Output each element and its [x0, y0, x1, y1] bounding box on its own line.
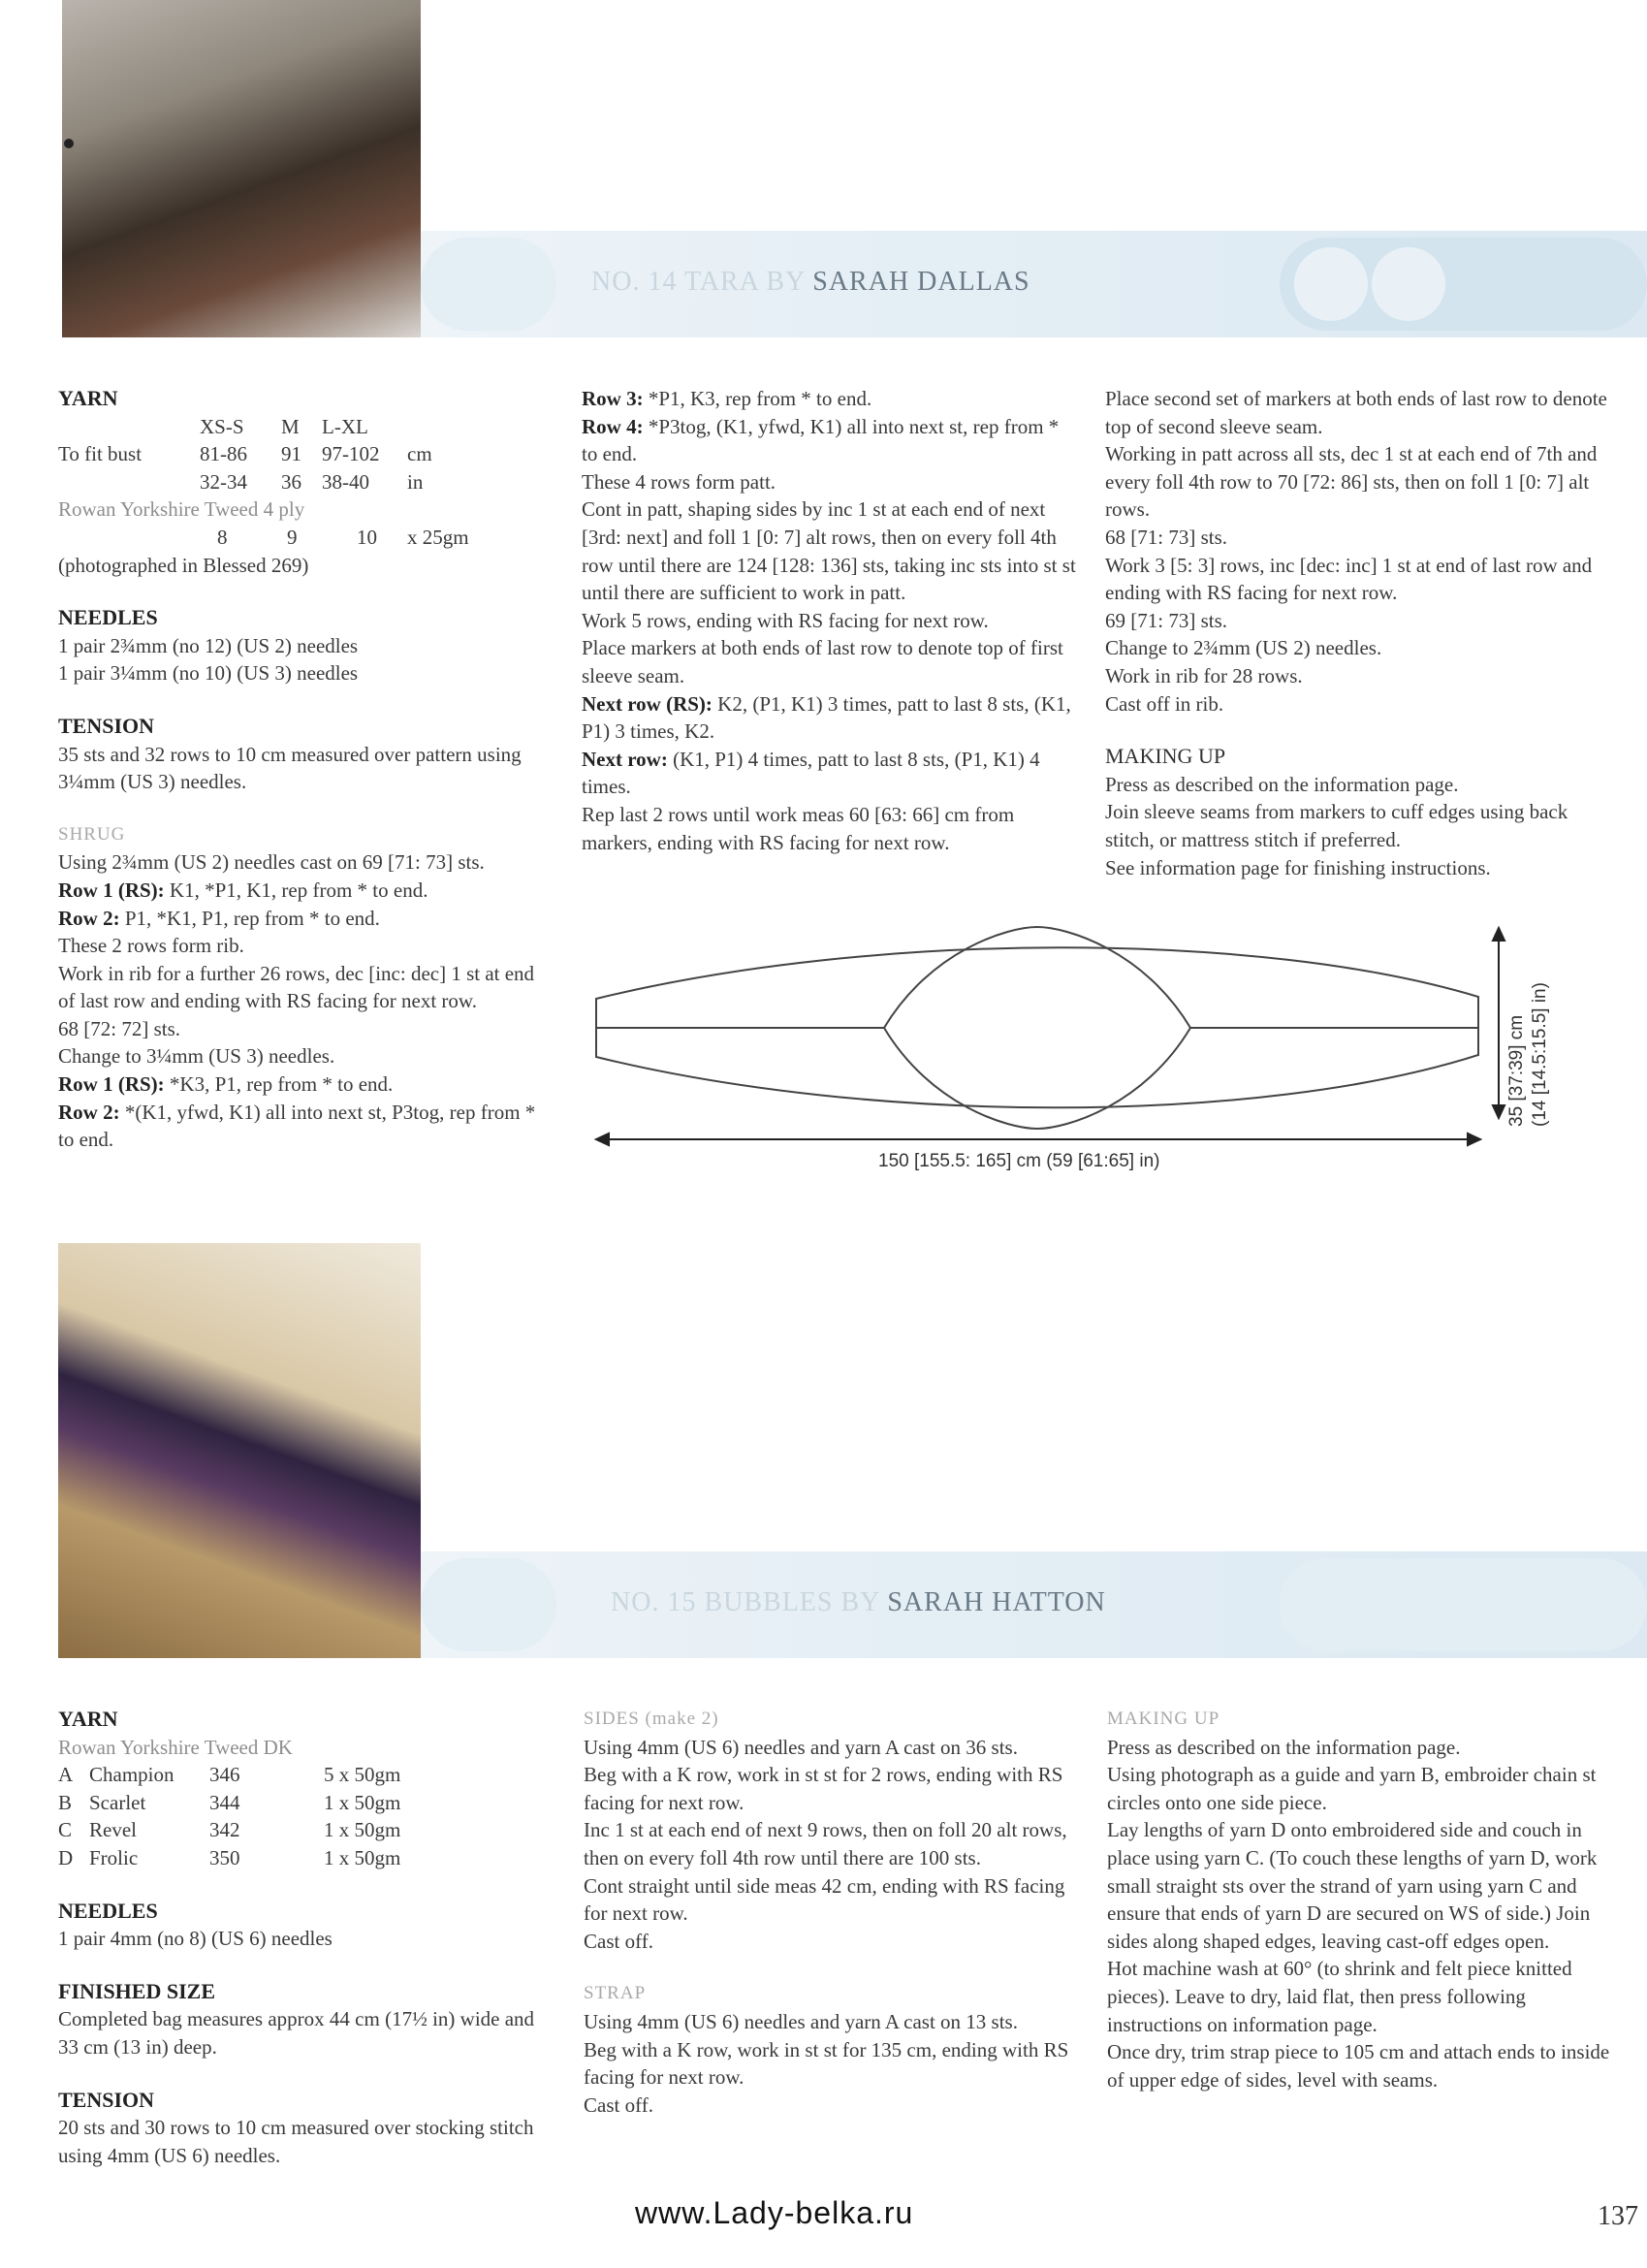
- sides-line: Using 4mm (US 6) needles and yarn A cast on 36 sts.: [584, 1735, 1018, 1759]
- instruction-row-label: Row 3:: [582, 387, 644, 410]
- tension-heading: TENSION: [58, 2087, 155, 2112]
- balls-row: 8 9 10 x 25gm: [217, 525, 469, 549]
- instruction-line: [58, 960, 553, 1015]
- instruction-text: Cont in patt, shaping sides by inc 1 st at each end of next [3rd: next] and foll 1 [0: 7] alt rows, then on every foll 4th row until there are 124 [128: 136] sts, taking inc sts into st st until there are sufficient to work in patt.: [582, 497, 1076, 605]
- tara-photo: [62, 0, 421, 337]
- making-up-line: Using photograph as a guide and yarn B, embroider chain st circles onto one side piece.: [1107, 1763, 1597, 1814]
- instruction-line: [582, 495, 1076, 606]
- bubbles-column-1: [58, 1706, 553, 2169]
- instruction-line: [58, 905, 553, 933]
- arrow-down-icon: [1493, 1105, 1504, 1118]
- table-row: C Revel 342 1 x 50gm: [58, 1818, 401, 1842]
- instruction-text: Work 3 [5: 3] rows, inc [dec: inc] 1 st at end of last row and ending with RS facing for next row.: [1105, 553, 1593, 605]
- strap-heading: STRAP: [584, 1983, 647, 2004]
- instruction-line: [1105, 385, 1609, 440]
- instruction-text: Change to 3¼mm (US 3) needles.: [58, 1044, 335, 1069]
- schematic-back-opening: [884, 927, 1190, 1129]
- table-row: A Champion 346 5 x 50gm: [58, 1763, 401, 1787]
- instruction-line: [1105, 552, 1609, 607]
- instruction-text: Working in patt across all sts, dec 1 st at each end of 7th and every foll 4th row to 70 [72: 86] sts, then on foll 1 [0: 7] alt rows.: [1105, 442, 1598, 522]
- bubbles-column-3: [1107, 1706, 1611, 2093]
- instruction-line: [582, 634, 1076, 689]
- sides-line: Inc 1 st at each end of next 9 rows, then on foll 20 alt rows, then on every foll 4th row until there are 100 sts.: [584, 1818, 1067, 1869]
- needles-line: 1 pair 4mm (no 8) (US 6) needles: [58, 1927, 333, 1951]
- instruction-text: Place markers at both ends of last row to denote top of first sleeve seam.: [582, 636, 1063, 687]
- shrug-schematic: [582, 911, 1570, 1173]
- bullet-dot: [64, 139, 74, 148]
- shrug-instructions: [58, 848, 553, 1154]
- strap-line: Cast off.: [584, 2092, 653, 2117]
- title-band-left-pill: [421, 238, 556, 331]
- instruction-text: 68 [71: 73] sts.: [1105, 525, 1227, 549]
- instruction-text: Work 5 rows, ending with RS facing for next row.: [582, 608, 989, 632]
- instruction-row-label: Row 2:: [58, 906, 120, 930]
- making-up-line: Once dry, trim strap piece to 105 cm and attach ends to inside of upper edge of sides, level with seams.: [1107, 2040, 1610, 2092]
- making-up-line: Join sleeve seams from markers to cuff edges using back stitch, or mattress stitch if preferred.: [1105, 800, 1568, 851]
- instruction-line: [58, 1099, 553, 1154]
- bubbles-photo: [58, 1243, 421, 1658]
- flower-motif-icon: [1372, 247, 1445, 321]
- instruction-line: [582, 746, 1076, 801]
- bubbles-column-2: [584, 1706, 1083, 2119]
- footer-site-link[interactable]: www.Lady-belka.ru: [635, 2195, 914, 2230]
- diagram-width-label: 150 [155.5: 165] cm (59 [61:65] in): [878, 1151, 1160, 1171]
- table-row: B Scarlet 344 1 x 50gm: [58, 1790, 401, 1814]
- needles-heading: NEEDLES: [58, 605, 158, 630]
- making-up-heading: MAKING UP: [1105, 744, 1226, 769]
- instruction-line: [582, 413, 1076, 468]
- instruction-text: *(K1, yfwd, K1) all into next st, P3tog, rep from * to end.: [58, 1100, 536, 1152]
- instruction-line: [582, 690, 1076, 746]
- instruction-line: [1105, 607, 1609, 635]
- instruction-line: [582, 385, 1076, 413]
- tension-text: 20 sts and 30 rows to 10 cm measured over stocking stitch using 4mm (US 6) needles.: [58, 2116, 534, 2167]
- instruction-text: *P1, K3, rep from * to end.: [643, 387, 872, 410]
- sides-heading: SIDES (make 2): [584, 1709, 719, 1729]
- instruction-line: [1105, 524, 1609, 552]
- tension-heading: TENSION: [58, 713, 155, 738]
- diagram-height-label: 35 [37:39] cm (14 [14.5:15.5] in): [1506, 982, 1550, 1127]
- instruction-line: [58, 1015, 553, 1043]
- making-up-line: See information page for finishing instructions.: [1105, 855, 1491, 879]
- making-up-line: Press as described on the information page.: [1107, 1735, 1461, 1759]
- yarn-name: Rowan Yorkshire Tweed 4 ply: [58, 497, 305, 522]
- instruction-text: *P3tog, (K1, yfwd, K1) all into next st, rep from * to end.: [582, 414, 1060, 466]
- instruction-text: Place second set of markers at both ends of last row to denote top of second sleeve seam.: [1105, 387, 1607, 438]
- instruction-line: [58, 1070, 553, 1099]
- instruction-line: [58, 848, 553, 877]
- instruction-text: (K1, P1) 4 times, patt to last 8 sts, (P1, K1) 4 times.: [582, 747, 1040, 799]
- photographed-note: (photographed in Blessed 269): [58, 553, 309, 577]
- tara-column-3: [1105, 385, 1609, 881]
- shrug-heading: SHRUG: [58, 823, 126, 845]
- finished-size-text: Completed bag measures approx 44 cm (17½ in) wide and 33 cm (13 in) deep.: [58, 2007, 535, 2059]
- sides-line: Cast off.: [584, 1929, 653, 1953]
- tension-text: 35 sts and 32 rows to 10 cm measured over pattern using 3¼mm (US 3) needles.: [58, 742, 522, 794]
- needles-line: 1 pair 2¾mm (no 12) (US 2) needles: [58, 633, 359, 657]
- instruction-text: K2, (P1, K1) 3 times, patt to last 8 sts, (K1, P1) 3 times, K2.: [582, 691, 1071, 744]
- instruction-line: [1105, 440, 1609, 524]
- instruction-line: [582, 607, 1076, 635]
- size-table: XS-S M L-XL To fit bust 81-86 91 97-102 cm 32-34 36 38-40 in: [58, 414, 432, 494]
- instruction-row-label: Row 4:: [582, 414, 644, 438]
- instruction-text: P1, *K1, P1, rep from * to end.: [119, 906, 380, 930]
- title-band-right-pill: [1280, 1558, 1647, 1651]
- table-row: D Frolic 350 1 x 50gm: [58, 1845, 401, 1869]
- instruction-text: *K3, P1, rep from * to end.: [164, 1072, 394, 1097]
- making-up-heading: MAKING UP: [1107, 1709, 1220, 1729]
- pattern-title-bubbles: NO. 15 BUBBLES BY SARAH HATTON: [611, 1587, 1106, 1617]
- sides-line: Beg with a K row, work in st st for 2 rows, ending with RS facing for next row.: [584, 1763, 1063, 1814]
- instruction-line: [1105, 662, 1609, 690]
- instruction-line: [58, 1042, 553, 1070]
- making-up-line: Hot machine wash at 60° (to shrink and felt piece knitted pieces). Leave to dry, laid flat, then press following instructions on information page.: [1107, 1957, 1572, 2036]
- yarn-heading: YARN: [58, 386, 118, 410]
- yarn-colour-table: [58, 1761, 400, 1871]
- yarn-name: Rowan Yorkshire Tweed DK: [58, 1735, 293, 1759]
- instruction-text: These 4 rows form patt.: [582, 469, 776, 494]
- arrow-up-icon: [1493, 928, 1504, 941]
- making-up-line: Lay lengths of yarn D onto embroidered side and couch in place using yarn C. (To couch these lengths of yarn D, work small straight sts over the strand of yarn using yarn C and ensure that ends of yarn D are secured on WS of side.) Join sides along shaped edges, leaving cast-off edges open.: [1107, 1818, 1598, 1953]
- instruction-text: Rep last 2 rows until work meas 60 [63: 66] cm from markers, ending with RS facing for next row.: [582, 802, 1015, 854]
- instruction-row-label: Next row (RS):: [582, 691, 713, 716]
- strap-line: Using 4mm (US 6) needles and yarn A cast on 13 sts.: [584, 2009, 1018, 2033]
- instruction-text: Cast off in rib.: [1105, 691, 1224, 716]
- needles-line: 1 pair 3¼mm (no 10) (US 3) needles: [58, 661, 359, 686]
- yarn-heading: YARN: [58, 1707, 118, 1731]
- instruction-text: These 2 rows form rib.: [58, 934, 244, 958]
- arrow-right-icon: [1468, 1134, 1480, 1145]
- instruction-line: [582, 801, 1076, 856]
- tara-column-2: [582, 385, 1076, 856]
- strap-line: Beg with a K row, work in st st for 135 cm, ending with RS facing for next row.: [584, 2037, 1069, 2090]
- instruction-text: K1, *P1, K1, rep from * to end.: [164, 878, 428, 902]
- flower-motif-icon: [1294, 247, 1368, 321]
- instruction-row-label: Next row:: [582, 747, 668, 771]
- instruction-row-label: Row 1 (RS):: [58, 878, 165, 902]
- tara-column-1: [58, 385, 553, 1154]
- instruction-text: Work in rib for 28 rows.: [1105, 663, 1303, 687]
- instruction-row-label: Row 2:: [58, 1100, 120, 1124]
- page-number: 137: [1598, 2201, 1638, 2231]
- title-band-left-pill: [421, 1558, 556, 1651]
- finished-size-heading: FINISHED SIZE: [58, 1978, 216, 2003]
- instruction-line: [58, 932, 553, 960]
- needles-heading: NEEDLES: [58, 1898, 158, 1923]
- instruction-text: 68 [72: 72] sts.: [58, 1016, 180, 1040]
- instruction-text: Change to 2¾mm (US 2) needles.: [1105, 636, 1382, 660]
- instruction-row-label: Row 1 (RS):: [58, 1072, 165, 1097]
- shrug-instructions-cont: [582, 385, 1076, 856]
- making-up-line: Press as described on the information page.: [1105, 772, 1459, 796]
- arrow-left-icon: [596, 1134, 609, 1145]
- instruction-text: Work in rib for a further 26 rows, dec [inc: dec] 1 st at end of last row and ending with RS facing for next row.: [58, 961, 535, 1013]
- instruction-line: [58, 877, 553, 905]
- instruction-line: [1105, 690, 1609, 719]
- instruction-text: Using 2¾mm (US 2) needles cast on 69 [71: 73] sts.: [58, 850, 485, 875]
- pattern-title-tara: NO. 14 TARA BY SARAH DALLAS: [591, 267, 1030, 297]
- sides-line: Cont straight until side meas 42 cm, ending with RS facing for next row.: [584, 1873, 1065, 1926]
- shrug-instructions-end: [1105, 385, 1609, 718]
- instruction-line: [1105, 634, 1609, 662]
- instruction-line: [582, 468, 1076, 496]
- instruction-text: 69 [71: 73] sts.: [1105, 608, 1227, 632]
